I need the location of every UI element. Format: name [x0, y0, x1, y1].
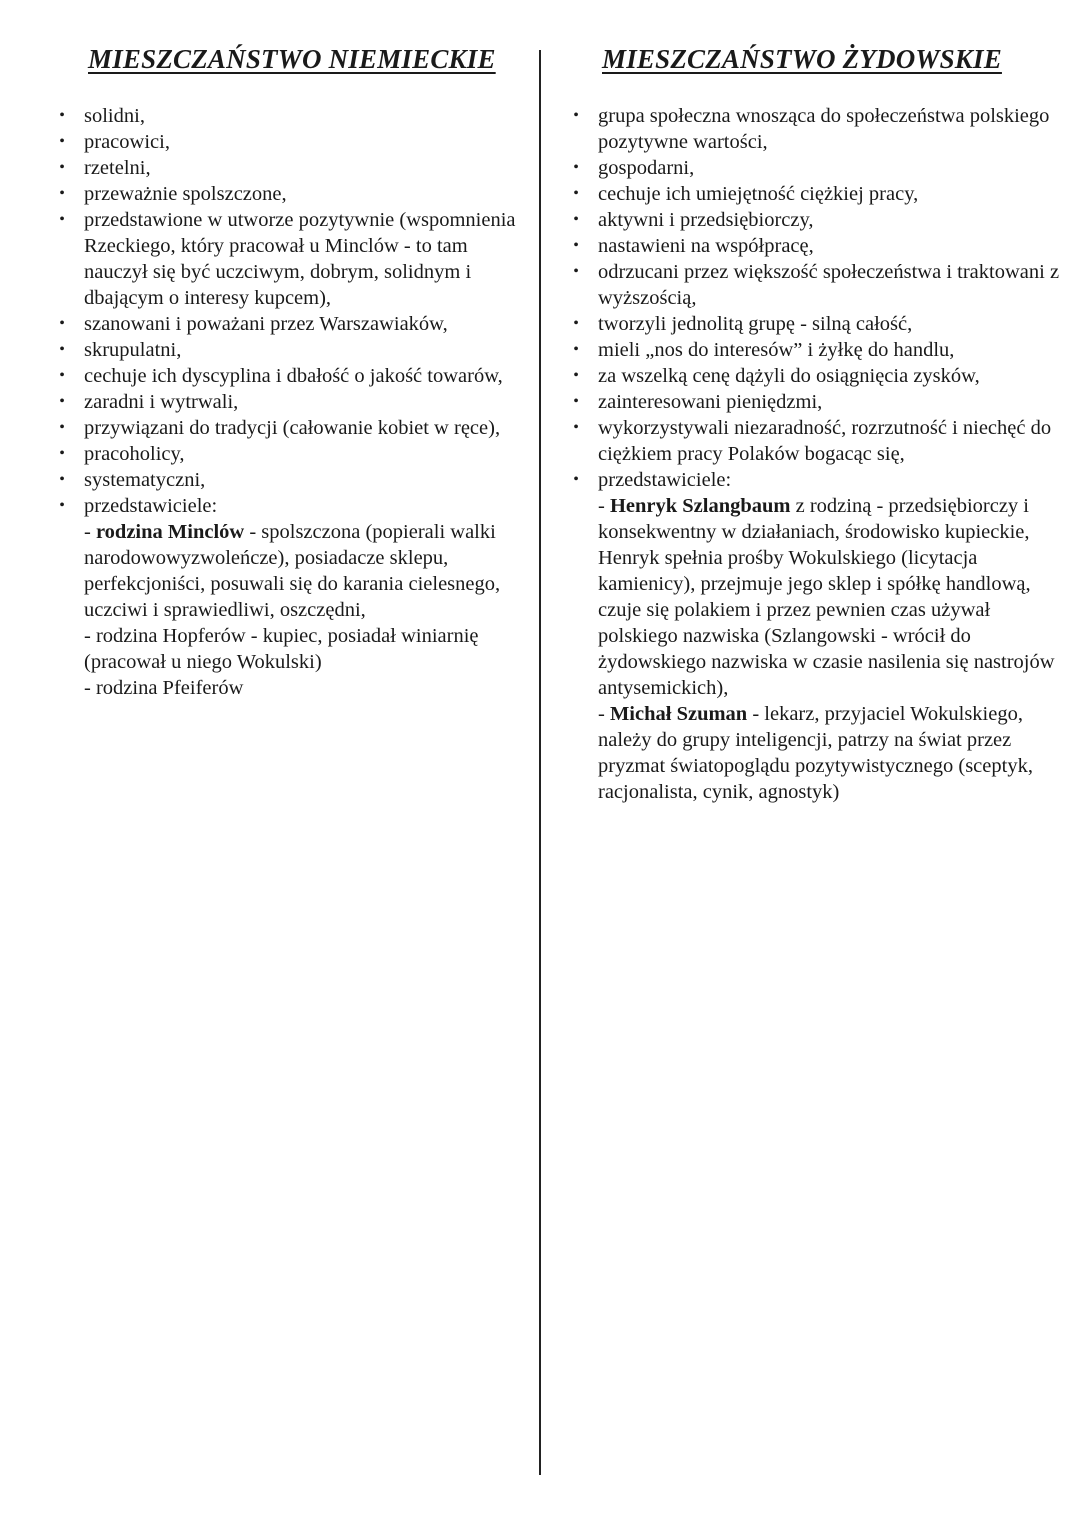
- bullet-icon: •: [573, 367, 579, 384]
- list-item: • zaradni i wytrwali,: [84, 389, 524, 415]
- bullet-icon: •: [573, 211, 579, 228]
- bullet-icon: •: [573, 263, 579, 280]
- bullet-icon: •: [59, 185, 65, 202]
- bullet-icon: •: [573, 315, 579, 332]
- column-divider: [539, 50, 541, 1475]
- list-item: • pracowici,: [84, 129, 524, 155]
- bullet-icon: •: [59, 367, 65, 384]
- bullet-icon: •: [573, 419, 579, 436]
- bullet-icon: •: [59, 315, 65, 332]
- list-item: • aktywni i przedsiębiorczy,: [598, 207, 1073, 233]
- list-item: • solidni,: [84, 103, 524, 129]
- list-item: • cechuje ich umiejętność ciężkiej pracy,: [598, 181, 1073, 207]
- right-bullet-list: [573, 103, 1073, 805]
- list-item: • wykorzystywali niezaradność, rozrzutność i niechęć do ciężkiem pracy Polaków bogacąc się,: [598, 415, 1073, 467]
- bullet-icon: •: [573, 159, 579, 176]
- list-item: • rzetelni,: [84, 155, 524, 181]
- right-column-heading: MIESZCZAŃSTWO ŻYDOWSKIE: [602, 44, 1002, 74]
- representative-pfeifer: - rodzina Pfeiferów: [84, 677, 244, 699]
- list-item: • szanowani i poważani przez Warszawiaków,: [84, 311, 524, 337]
- bullet-icon: •: [59, 497, 65, 514]
- list-item: • cechuje ich dyscyplina i dbałość o jakość towarów,: [84, 363, 524, 389]
- left-bullet-list: [59, 103, 524, 701]
- list-item: • systematyczni,: [84, 467, 524, 493]
- bullet-icon: •: [573, 341, 579, 358]
- bullet-icon: •: [59, 419, 65, 436]
- list-item: • gospodarni,: [598, 155, 1073, 181]
- list-item: • zainteresowani pieniędzmi,: [598, 389, 1073, 415]
- representative-mincel: - rodzina Minclów - spolszczona (popierali walki narodowowyzwoleńcze), posiadacze sklepu, perfekcjoniści, posuwali się do karania cielesnego, uczciwi i sprawiedliwi, oszczędni,: [84, 521, 501, 621]
- bullet-icon: •: [59, 107, 65, 124]
- representative-szlangbaum: - Henryk Szlangbaum z rodziną - przedsiębiorczy i konsekwentny w działaniach, środowisko kupieckie, Henryk spełnia prośby Wokulskiego (licytacja kamienicy), przejmuje jego sklep i spółkę handlową, czuje się polakiem i przez pewnien czas używał polskiego nazwiska (Szlangowski - wrócił do żydowskiego nazwiska w czasie nasilenia się nastrojów antysemickich),: [598, 495, 1055, 699]
- bullet-icon: •: [59, 133, 65, 150]
- list-item: • przeważnie spolszczone,: [84, 181, 524, 207]
- list-item-representatives: • przedstawiciele: - rodzina Minclów - spolszczona (popierali walki narodowowyzwoleńcze), posiadacze sklepu, perfekcjoniści, posuwali się do karania cielesnego, uczciwi i sprawiedliwi, oszczędni, - rodzina Hopferów - kupiec, posiadał winiarnię (pracował u niego Wokulski) - rodzina Pfeiferów: [84, 493, 524, 701]
- bullet-icon: •: [573, 471, 579, 488]
- list-item: • nastawieni na współpracę,: [598, 233, 1073, 259]
- bullet-icon: •: [59, 159, 65, 176]
- representative-hopfer: - rodzina Hopferów - kupiec, posiadał winiarnię (pracował u niego Wokulski): [84, 625, 479, 673]
- representative-szuman: - Michał Szuman - lekarz, przyjaciel Wokulskiego, należy do grupy inteligencji, patrzy na świat przez pryzmat światopoglądu pozytywistycznego (sceptyk, racjonalista, cynik, agnostyk): [598, 703, 1033, 803]
- list-item: • pracoholicy,: [84, 441, 524, 467]
- list-item: • grupa społeczna wnosząca do społeczeństwa polskiego pozytywne wartości,: [598, 103, 1073, 155]
- list-item: • odrzucani przez większość społeczeństwa i traktowani z wyższością,: [598, 259, 1073, 311]
- list-item: • mieli „nos do interesów” i żyłkę do handlu,: [598, 337, 1073, 363]
- left-column-heading: MIESZCZAŃSTWO NIEMIECKIE: [88, 44, 496, 74]
- list-item-representatives: • przedstawiciele: - Henryk Szlangbaum z rodziną - przedsiębiorczy i konsekwentny w działaniach, środowisko kupieckie, Henryk spełnia prośby Wokulskiego (licytacja kamienicy), przejmuje jego sklep i spółkę handlową, czuje się polakiem i przez pewnien czas używał polskiego nazwiska (Szlangowski - wrócił do żydowskiego nazwiska w czasie nasilenia się nastrojów antysemickich), - Michał Szuman - lekarz, przyjaciel Wokulskiego, należy do grupy inteligencji, patrzy na świat przez pryzmat światopoglądu pozytywistycznego (sceptyk, racjonalista, cynik, agnostyk): [598, 467, 1073, 805]
- list-item: • przywiązani do tradycji (całowanie kobiet w ręce),: [84, 415, 524, 441]
- bullet-icon: •: [573, 107, 579, 124]
- bullet-icon: •: [573, 185, 579, 202]
- list-item: • przedstawione w utworze pozytywnie (wspomnienia Rzeckiego, który pracował u Minclów - to tam nauczył się być uczciwym, dobrym, solidnym i dbającym o interesy kupcem),: [84, 207, 524, 311]
- bullet-icon: •: [573, 393, 579, 410]
- bullet-icon: •: [59, 211, 65, 228]
- list-item: • skrupulatni,: [84, 337, 524, 363]
- list-item: • za wszelką cenę dążyli do osiągnięcia zysków,: [598, 363, 1073, 389]
- bullet-icon: •: [59, 341, 65, 358]
- list-item: • tworzyli jednolitą grupę - silną całość,: [598, 311, 1073, 337]
- bullet-icon: •: [573, 237, 579, 254]
- bullet-icon: •: [59, 393, 65, 410]
- bullet-icon: •: [59, 445, 65, 462]
- bullet-icon: •: [59, 471, 65, 488]
